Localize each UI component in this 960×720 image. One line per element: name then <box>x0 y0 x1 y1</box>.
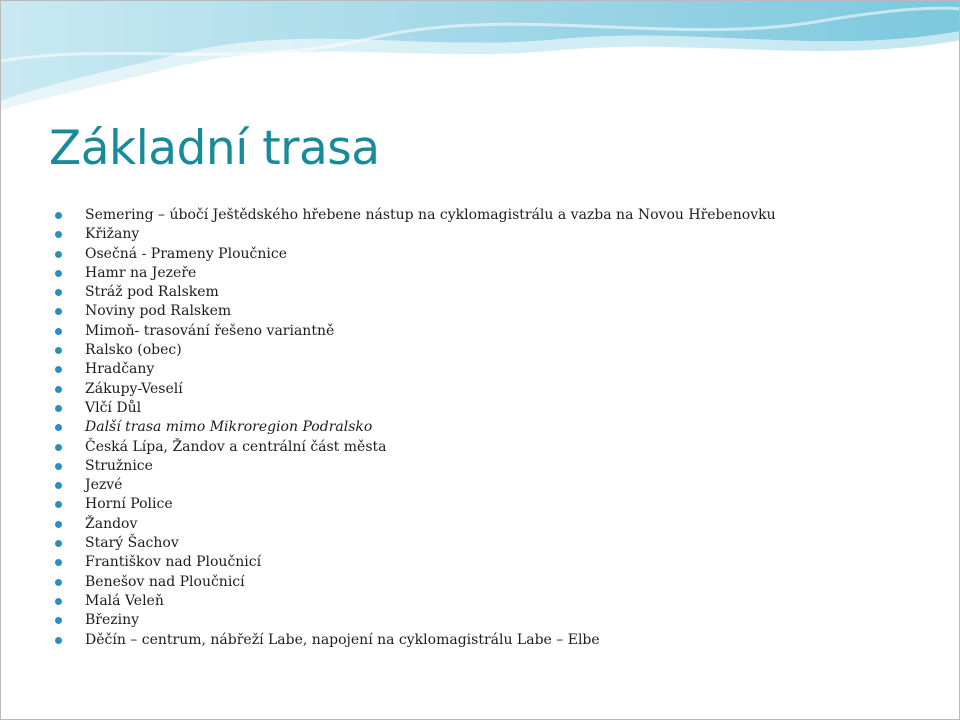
bullet-text: Děčín – centrum, nábřeží Labe, napojení na cyklomagistrálu Labe – Elbe <box>85 631 600 648</box>
bullet-text: Česká Lípa, Žandov a centrální část města <box>85 438 387 455</box>
bullet-text: Mimoň- trasování řešeno variantně <box>85 322 335 339</box>
bullet-dot-icon <box>55 559 62 566</box>
bullet-item <box>55 418 935 437</box>
bullet-text: Horní Police <box>85 496 173 513</box>
bullet-item <box>55 457 935 476</box>
slide-title: Základní trasa <box>49 121 380 176</box>
bullet-item <box>55 341 935 360</box>
bullet-item <box>55 283 935 302</box>
bullet-text: Žandov <box>85 515 138 532</box>
bullet-dot-icon <box>55 231 62 238</box>
bullet-dot-icon <box>55 289 62 296</box>
bullet-item <box>55 534 935 553</box>
bullet-text: Ralsko (obec) <box>85 342 182 359</box>
bullet-item <box>55 611 935 630</box>
bullet-text: Křižany <box>85 226 140 243</box>
bullet-text: Stružnice <box>85 457 153 474</box>
bullet-dot-icon <box>55 405 62 412</box>
bullet-dot-icon <box>55 444 62 451</box>
bullet-dot-icon <box>55 637 62 644</box>
bullet-text: Jezvé <box>85 477 123 494</box>
bullet-text: Vlčí Důl <box>85 399 142 416</box>
bullet-dot-icon <box>55 521 62 528</box>
bullet-dot-icon <box>55 212 62 219</box>
bullet-item <box>55 476 935 495</box>
bullet-item <box>55 495 935 514</box>
bullet-item <box>55 206 935 225</box>
bullet-item <box>55 573 935 592</box>
bullet-item <box>55 399 935 418</box>
bullet-item <box>55 515 935 534</box>
bullet-dot-icon <box>55 482 62 489</box>
bullet-text: Františkov nad Ploučnicí <box>85 554 262 571</box>
bullet-text: Hradčany <box>85 361 155 378</box>
bullet-item <box>55 631 935 650</box>
bullet-text: Osečná - Prameny Ploučnice <box>85 245 287 262</box>
bullet-item <box>55 380 935 399</box>
bullet-item <box>55 553 935 572</box>
bullet-text: Další trasa mimo Mikroregion Podralsko <box>85 419 373 436</box>
bullet-dot-icon <box>55 540 62 547</box>
bullet-text: Březiny <box>85 612 140 629</box>
bullet-text: Noviny pod Ralskem <box>85 303 232 320</box>
bullet-text: Stráž pod Ralskem <box>85 284 219 301</box>
bullet-list <box>55 206 935 650</box>
bullet-dot-icon <box>55 251 62 258</box>
bullet-item <box>55 225 935 244</box>
bullet-dot-icon <box>55 501 62 508</box>
bullet-item <box>55 264 935 283</box>
bullet-item <box>55 592 935 611</box>
bullet-text: Zákupy-Veselí <box>85 380 183 397</box>
bullet-dot-icon <box>55 617 62 624</box>
bullet-dot-icon <box>55 308 62 315</box>
bullet-dot-icon <box>55 598 62 605</box>
bullet-dot-icon <box>55 366 62 373</box>
bullet-item <box>55 322 935 341</box>
bullet-dot-icon <box>55 270 62 277</box>
bullet-dot-icon <box>55 328 62 335</box>
bullet-text: Hamr na Jezeře <box>85 264 197 281</box>
bullet-dot-icon <box>55 424 62 431</box>
bullet-item <box>55 438 935 457</box>
bullet-item <box>55 302 935 321</box>
bullet-item <box>55 245 935 264</box>
bullet-dot-icon <box>55 347 62 354</box>
bullet-item <box>55 360 935 379</box>
bullet-text: Semering – úbočí Ještědského hřebene nástup na cyklomagistrálu a vazba na Novou Hřebenovku <box>85 207 776 223</box>
bullet-text: Malá Veleň <box>85 592 164 609</box>
bullet-dot-icon <box>55 386 62 393</box>
bullet-text: Starý Šachov <box>85 535 179 552</box>
bullet-dot-icon <box>55 463 62 470</box>
header-wave-decoration <box>1 1 960 131</box>
bullet-dot-icon <box>55 579 62 586</box>
bullet-text: Benešov nad Ploučnicí <box>85 573 245 590</box>
